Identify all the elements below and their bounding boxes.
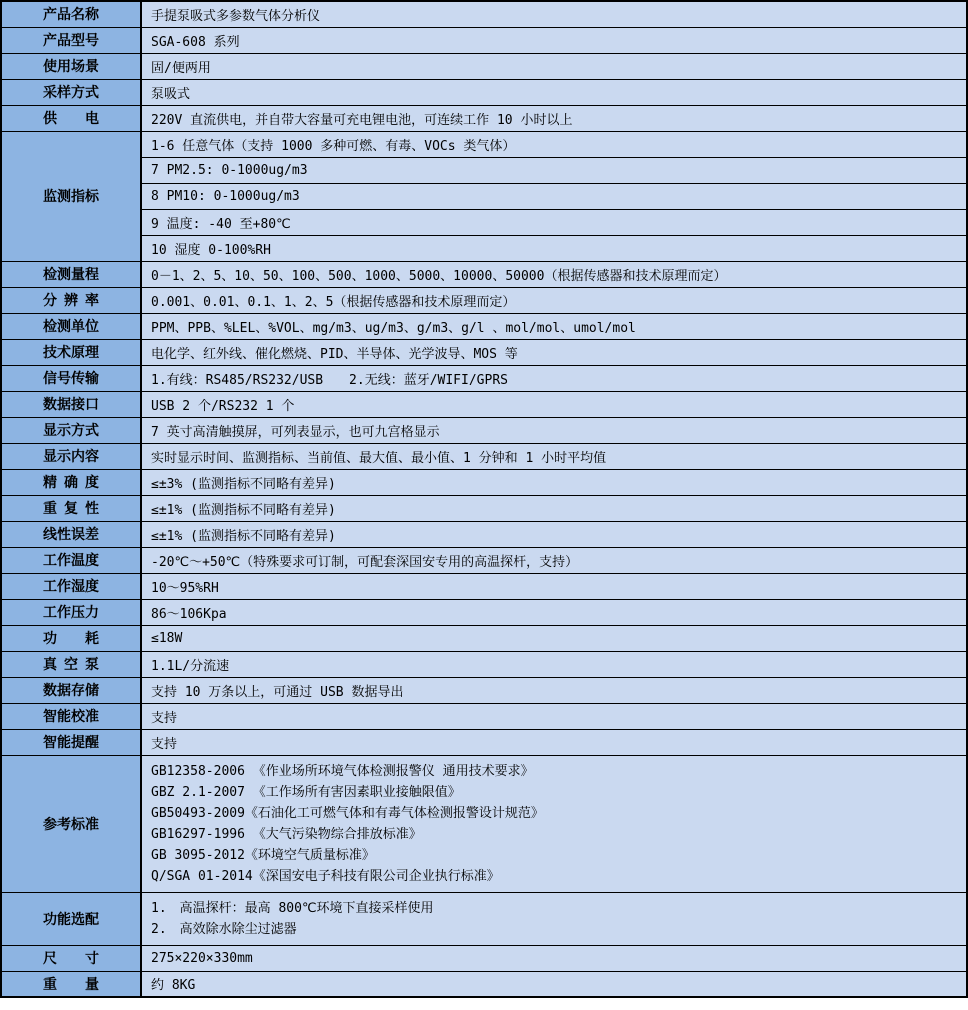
spec-row-data-interface [1,391,967,417]
spec-label-text: 智能提醒 [43,735,99,751]
spec-value-optional-functions [141,892,967,945]
spec-value-reference-standards [141,755,967,892]
spec-value-detection-unit: PPM、PPB、%LEL、%VOL、mg/m3、ug/m3、g/m3、g/l 、mol/mol、umol/mol [141,313,967,339]
spec-label-text: 尺寸 [43,951,99,967]
spec-label-text: 供电 [43,111,99,127]
spec-value-monitoring-indicators-2: 8 PM10: 0-1000ug/m3 [141,183,967,209]
spec-label-text: 数据接口 [43,397,99,413]
spec-label-product-name [1,1,141,27]
spec-label-text: 显示内容 [43,449,99,465]
spec-label-accuracy [1,469,141,495]
spec-label-text: 数据存储 [43,683,99,699]
spec-value-detection-range: 0－1、2、5、10、50、100、500、1000、5000、10000、50000（根据传感器和技术原理而定） [141,261,967,287]
spec-row-resolution [1,287,967,313]
spec-value-monitoring-indicators-4: 10 湿度 0-100%RH [141,235,967,261]
spec-label-reference-standards [1,755,141,892]
spec-row-monitoring-indicators-4 [1,235,967,261]
spec-label-power-supply [1,105,141,131]
spec-label-text: 技术原理 [43,345,99,361]
spec-label-text: 产品型号 [43,33,99,49]
spec-row-detection-range [1,261,967,287]
spec-value-monitoring-indicators-0: 1-6 任意气体（支持 1000 多种可燃、有毒、VOCs 类气体） [141,131,967,157]
spec-label-display-mode [1,417,141,443]
spec-label-text: 采样方式 [43,85,99,101]
spec-label-text: 信号传输 [43,371,99,387]
spec-label-text: 工作温度 [43,553,99,569]
spec-label-text: 重量 [43,976,99,993]
spec-row-smart-calibration [1,703,967,729]
spec-label-data-interface [1,391,141,417]
spec-row-linearity-error [1,521,967,547]
spec-label-signal-transmission [1,365,141,391]
spec-value-working-temperature: -20℃～+50℃（特殊要求可订制，可配套深国安专用的高温探杆，支持） [141,547,967,573]
spec-label-display-content [1,443,141,469]
spec-value-dimensions: 275×220×330mm [141,945,967,971]
spec-line: GB50493-2009《石油化工可燃气体和有毒气体检测报警设计规范》 [151,805,544,821]
spec-value-power-consumption: ≤18W [141,625,967,651]
spec-row-weight [1,971,967,997]
spec-line: GB 3095-2012《环境空气质量标准》 [151,847,375,863]
spec-value-repeatability: ≤±1% (监测指标不同略有差异) [141,495,967,521]
spec-value-data-storage: 支持 10 万条以上，可通过 USB 数据导出 [141,677,967,703]
spec-label-detection-unit [1,313,141,339]
spec-label-smart-reminder [1,729,141,755]
spec-row-power-supply [1,105,967,131]
spec-value-monitoring-indicators-3: 9 温度: -40 至+80℃ [141,209,967,235]
spec-label-text: 功能选配 [43,911,99,928]
spec-row-working-temperature [1,547,967,573]
spec-row-optional-functions [1,892,967,945]
spec-line: 1. 高温探杆：最高 800℃环境下直接采样使用 [151,900,434,916]
spec-value-linearity-error: ≤±1% (监测指标不同略有差异) [141,521,967,547]
spec-label-data-storage [1,677,141,703]
spec-row-smart-reminder [1,729,967,755]
spec-label-weight [1,971,141,997]
spec-row-sampling-method [1,79,967,105]
spec-label-sampling-method [1,79,141,105]
spec-row-monitoring-indicators-0 [1,131,967,157]
spec-label-vacuum-pump [1,651,141,677]
spec-value-usage-scenario: 固/便两用 [141,53,967,79]
spec-label-technical-principle [1,339,141,365]
spec-value-technical-principle: 电化学、红外线、催化燃烧、PID、半导体、光学波导、MOS 等 [141,339,967,365]
spec-row-display-mode [1,417,967,443]
spec-value-working-pressure: 86～106Kpa [141,599,967,625]
spec-row-repeatability [1,495,967,521]
spec-label-detection-range [1,261,141,287]
spec-row-signal-transmission [1,365,967,391]
spec-row-detection-unit [1,313,967,339]
spec-line: GB12358-2006 《作业场所环境气体检测报警仪 通用技术要求》 [151,763,534,779]
spec-label-text: 工作压力 [43,605,99,621]
spec-label-text: 检测单位 [43,319,99,335]
spec-line: Q/SGA 01-2014《深国安电子科技有限公司企业执行标准》 [151,868,500,884]
spec-label-dimensions [1,945,141,971]
spec-label-text: 使用场景 [43,59,99,75]
spec-row-monitoring-indicators-3 [1,209,967,235]
spec-label-usage-scenario [1,53,141,79]
spec-label-text: 参考标准 [43,816,99,833]
spec-label-product-model [1,27,141,53]
spec-label-working-temperature [1,547,141,573]
spec-label-text: 重复性 [43,501,99,517]
spec-label-monitoring-indicators [1,131,141,261]
spec-value-power-supply: 220V 直流供电，并自带大容量可充电锂电池，可连续工作 10 小时以上 [141,105,967,131]
spec-value-accuracy: ≤±3% (监测指标不同略有差异) [141,469,967,495]
spec-label-text: 工作湿度 [43,579,99,595]
spec-label-text: 智能校准 [43,709,99,725]
spec-row-dimensions [1,945,967,971]
spec-label-working-humidity [1,573,141,599]
spec-line: GBZ 2.1-2007 《工作场所有害因素职业接触限值》 [151,784,461,800]
spec-row-monitoring-indicators-1 [1,157,967,183]
spec-row-vacuum-pump [1,651,967,677]
spec-row-monitoring-indicators-2 [1,183,967,209]
spec-row-working-pressure [1,599,967,625]
spec-value-sampling-method: 泵吸式 [141,79,967,105]
spec-line: 2. 高效除水除尘过滤器 [151,921,297,937]
spec-value-resolution: 0.001、0.01、0.1、1、2、5（根据传感器和技术原理而定） [141,287,967,313]
spec-value-working-humidity: 10～95%RH [141,573,967,599]
spec-row-accuracy [1,469,967,495]
spec-value-data-interface: USB 2 个/RS232 1 个 [141,391,967,417]
spec-label-working-pressure [1,599,141,625]
spec-row-usage-scenario [1,53,967,79]
spec-row-reference-standards [1,755,967,892]
spec-label-text: 线性误差 [43,527,99,543]
spec-label-text: 显示方式 [43,423,99,439]
spec-label-text: 精确度 [43,475,99,491]
spec-row-product-name [1,1,967,27]
spec-row-product-model [1,27,967,53]
spec-value-signal-transmission: 1.有线：RS485/RS232/USB 2.无线：蓝牙/WIFI/GPRS [141,365,967,391]
spec-label-text: 功耗 [43,631,99,647]
spec-label-text: 分辨率 [43,293,99,309]
spec-table-body [1,1,967,997]
spec-value-product-model: SGA-608 系列 [141,27,967,53]
spec-label-text: 真空泵 [43,657,99,673]
spec-row-working-humidity [1,573,967,599]
spec-label-text: 监测指标 [43,189,99,205]
spec-value-vacuum-pump: 1.1L/分流速 [141,651,967,677]
spec-row-data-storage [1,677,967,703]
spec-label-text: 检测量程 [43,267,99,283]
spec-label-resolution [1,287,141,313]
spec-value-smart-calibration: 支持 [141,703,967,729]
spec-label-repeatability [1,495,141,521]
spec-label-text: 产品名称 [43,7,99,24]
spec-value-display-content: 实时显示时间、监测指标、当前值、最大值、最小值、1 分钟和 1 小时平均值 [141,443,967,469]
spec-label-power-consumption [1,625,141,651]
spec-row-technical-principle [1,339,967,365]
spec-row-display-content [1,443,967,469]
spec-line: GB16297-1996 《大气污染物综合排放标准》 [151,826,422,842]
spec-label-optional-functions [1,892,141,945]
spec-value-product-name: 手提泵吸式多参数气体分析仪 [141,1,967,27]
spec-value-smart-reminder: 支持 [141,729,967,755]
spec-row-power-consumption [1,625,967,651]
spec-label-linearity-error [1,521,141,547]
spec-label-smart-calibration [1,703,141,729]
spec-value-monitoring-indicators-1: 7 PM2.5: 0-1000ug/m3 [141,157,967,183]
spec-value-weight: 约 8KG [141,971,967,997]
spec-value-display-mode: 7 英寸高清触摸屏，可列表显示，也可九宫格显示 [141,417,967,443]
